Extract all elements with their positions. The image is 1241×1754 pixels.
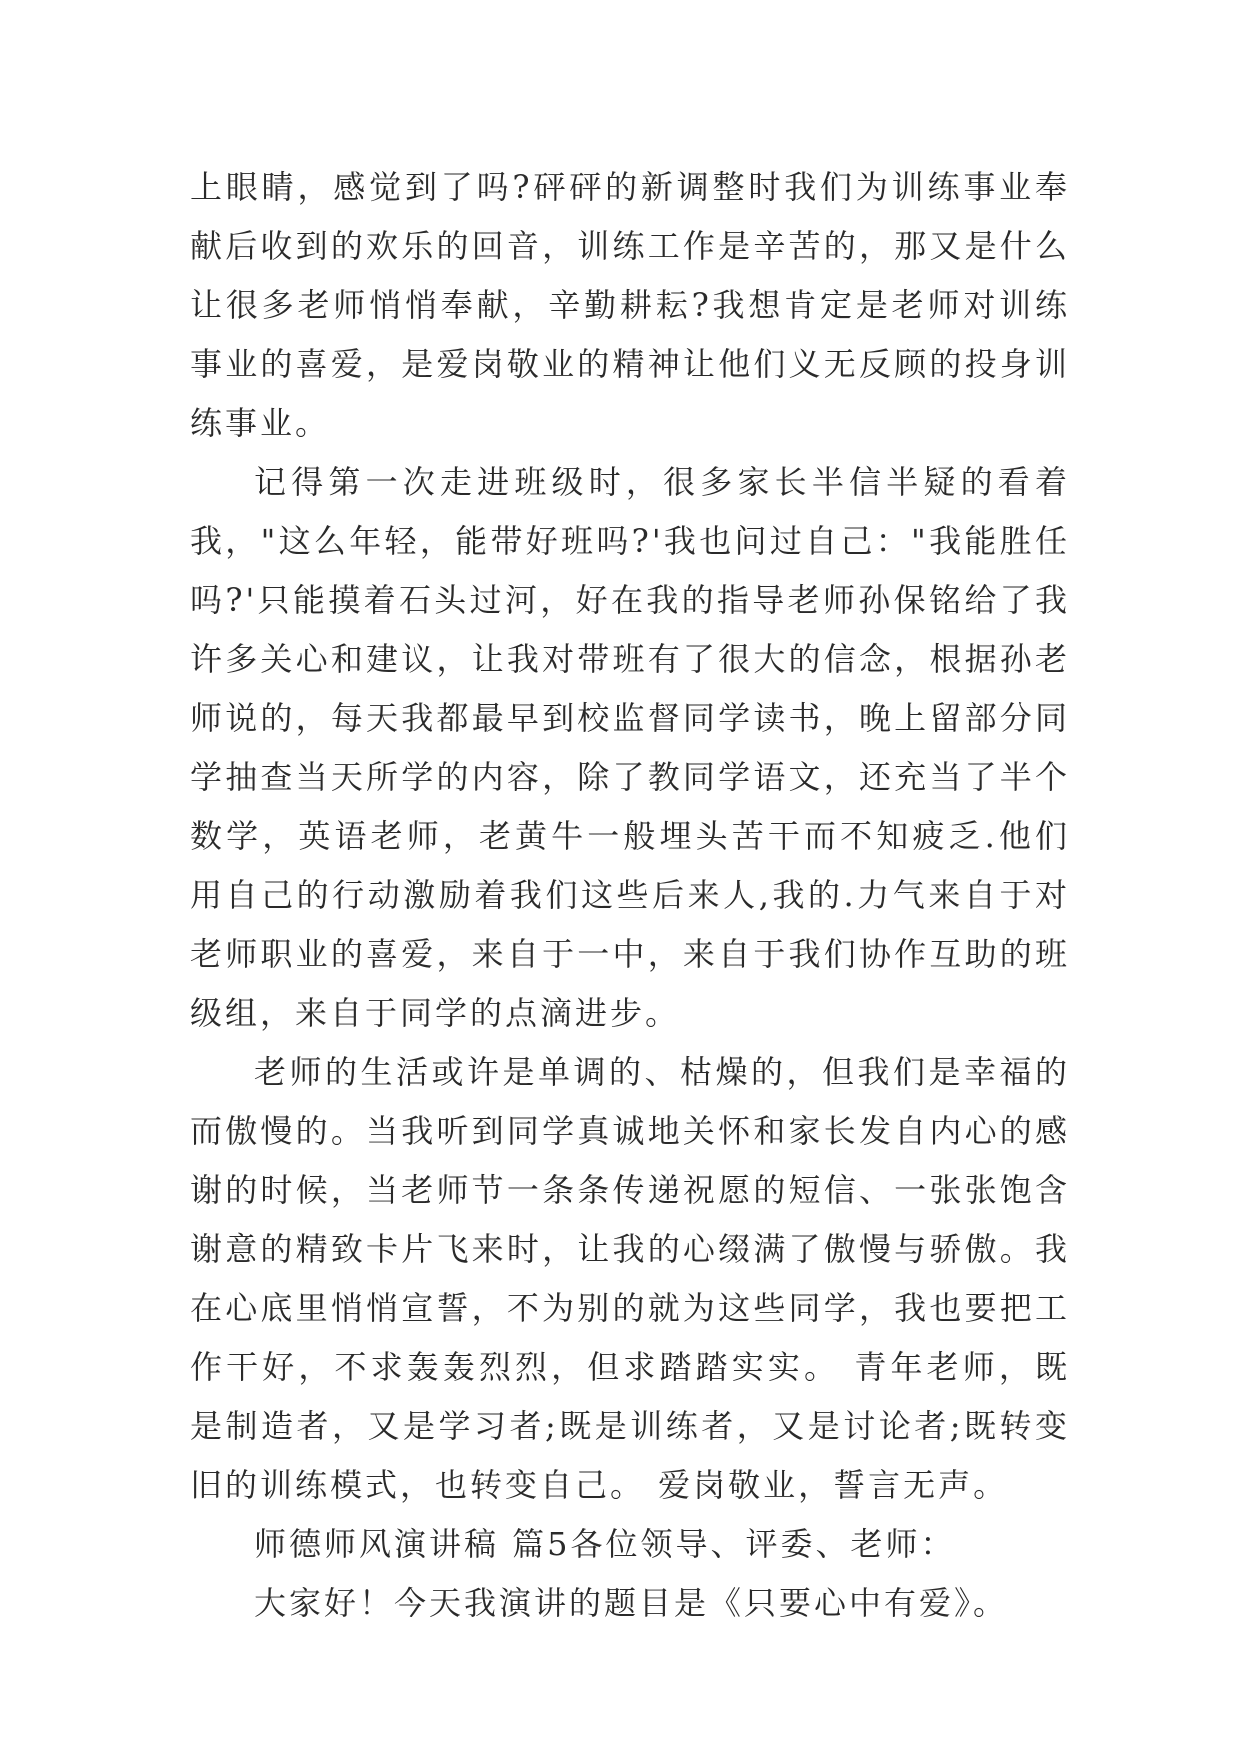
paragraph-first-class-memory: 记得第一次走进班级时，很多家长半信半疑的看着我，"这么年轻，能带好班吗?'我也问过自己："我能胜任吗?'只能摸着石头过河，好在我的指导老师孙保铭给了我许多关心和建议，让我对带班有了很大的信念，根据孙老师说的，每天我都最早到校监督同学读书，晚上留部分同学抽查当天所学的内容，除了教同学语文，还充当了半个数学，英语老师，老黄牛一般埋头苦干而不知疲乏.他们用自己的行动激励着我们这些后来人,我的.力气来自于对老师职业的喜爱，来自于一中，来自于我们协作互助的班级组，来自于同学的点滴进步。	[190, 463, 1070, 1032]
speech-greeting: 大家好！今天我演讲的题目是《只要心中有爱》。	[254, 1584, 1009, 1622]
paragraph-continuation: 上眼睛，感觉到了吗?砰砰的新调整时我们为训练事业奉献后收到的欢乐的回音，训练工作是辛苦的，那又是什么让很多老师悄悄奉献，辛勤耕耘?我想肯定是老师对训练事业的喜爱，是爱岗敬业的精神让他们义无反顾的投身训练事业。	[190, 168, 1070, 442]
speech-heading: 师德师风演讲稿 篇5各位领导、评委、老师：	[254, 1525, 956, 1563]
paragraph-teacher-life: 老师的生活或许是单调的、枯燥的，但我们是幸福的而傲慢的。当我听到同学真诚地关怀和家长发自内心的感谢的时候，当老师节一条条传递祝愿的短信、一张张饱含谢意的精致卡片飞来时，让我的心缀满了傲慢与骄傲。我在心底里悄悄宣誓，不为别的就为这些同学，我也要把工作干好，不求轰轰烈烈，但求踏踏实实。 青年老师，既是制造者，又是学习者;既是训练者，又是讨论者;既转变旧的训练模式，也转变自己。 爱岗敬业，誓言无声。	[190, 1053, 1070, 1504]
document-body	[190, 158, 1070, 1633]
